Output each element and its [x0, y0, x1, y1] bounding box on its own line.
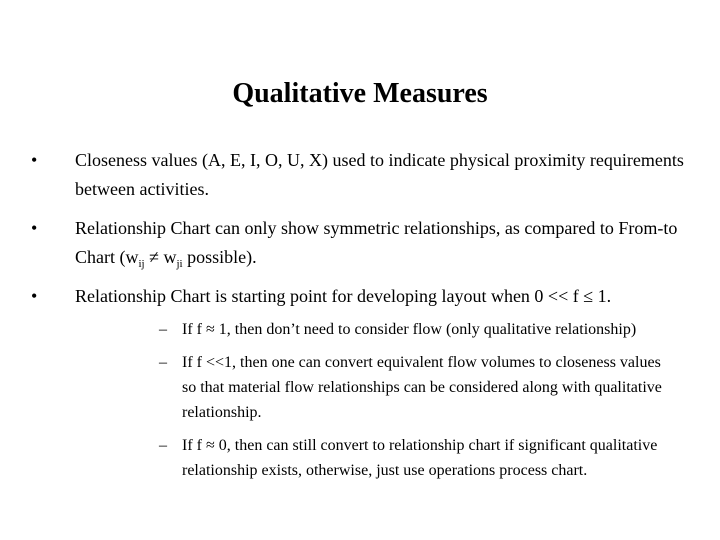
bullet-text: Closeness values (A, E, I, O, U, X) used to indicate physical proximity requirements between activities. [75, 150, 684, 199]
bullet-text-part: Relationship Chart can only show symmetric relationships, as compared to From-to Chart (w [75, 218, 678, 267]
bullet-text: Relationship Chart is starting point for developing layout when 0 << f ≤ 1. [75, 286, 612, 306]
sub-bullet-text: If f ≈ 1, then don’t need to consider flow (only qualitative relationship) [182, 321, 637, 338]
slide-title: Qualitative Measures [232, 78, 488, 109]
bullet-marker: • [31, 286, 38, 306]
bullet-text-part: ≠ w [144, 247, 177, 267]
bullet-text [75, 218, 678, 270]
sub-bullet-marker: – [159, 437, 167, 454]
bullet-list [0, 146, 720, 493]
bullet-text-part: possible). [182, 247, 257, 267]
sub-bullet-item [75, 433, 690, 483]
bullet-item-symmetric [0, 214, 720, 272]
bullet-marker: • [31, 218, 38, 238]
subscript-ij: ij [138, 258, 145, 270]
sub-bullet-list [75, 317, 690, 483]
sub-bullet-text: If f ≈ 0, then can still convert to relationship chart if significant qualitative relationship exists, otherwise, just use operations process chart. [182, 437, 658, 479]
subscript-ji: ji [176, 258, 183, 270]
bullet-marker: • [31, 150, 38, 170]
sub-bullet-item [75, 350, 690, 425]
bullet-item-closeness [0, 146, 720, 204]
sub-bullet-text: If f <<1, then one can convert equivalent flow volumes to closeness values so that material flow relationships can be considered along with qualitative relationship. [182, 354, 662, 421]
bullet-item-starting-point [0, 282, 720, 483]
sub-bullet-marker: – [159, 321, 167, 338]
sub-bullet-item [75, 317, 690, 342]
sub-bullet-marker: – [159, 354, 167, 371]
